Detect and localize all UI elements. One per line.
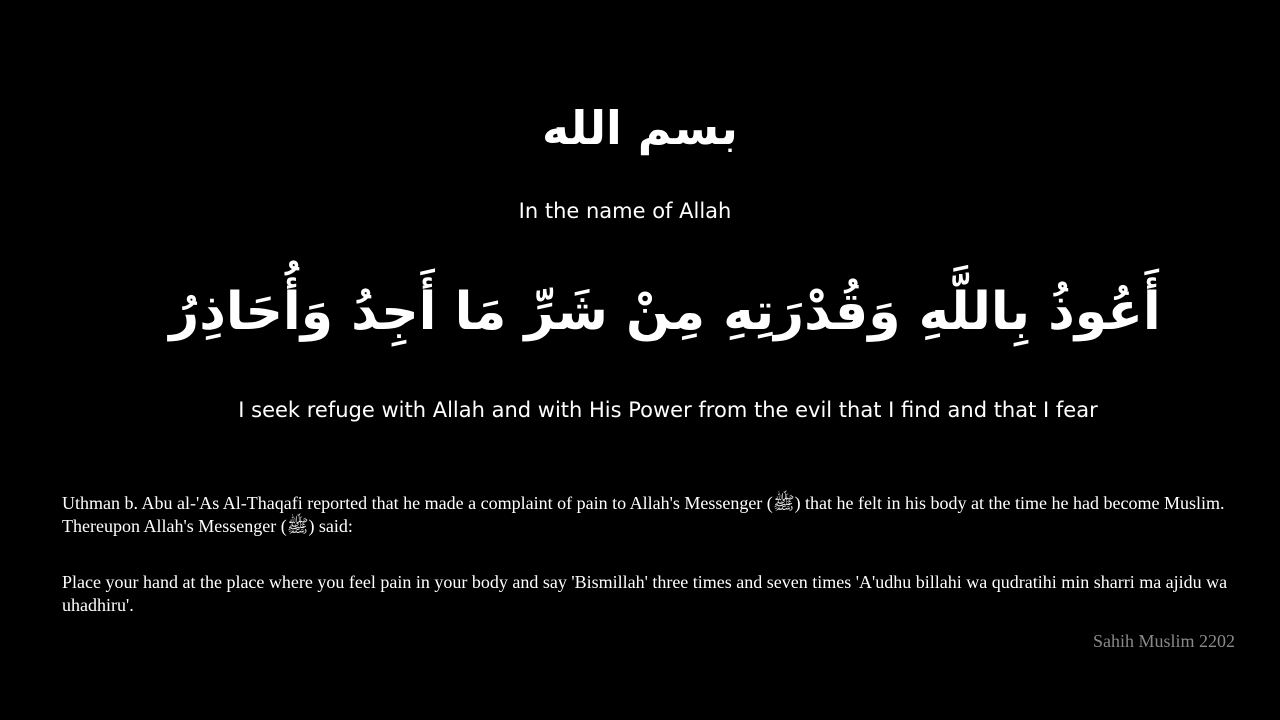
hadith-report-text: Uthman b. Abu al-'As Al-Thaqafi reported that he made a complaint of pain to Allah's Messenger (ﷺ) that he felt in his body at the time he had become Muslim. Thereupon Allah's Messenger (ﷺ) said: xyxy=(62,493,1225,536)
basmala-arabic: بسم الله xyxy=(542,101,738,155)
dua-arabic: أَعُوذُ بِاللَّهِ وَقُدْرَتِهِ مِنْ شَرِّ مَا أَجِدُ وَأُحَاذِرُ xyxy=(169,282,1161,342)
hadith-instruction-text: Place your hand at the place where you feel pain in your body and say 'Bismillah' three times and seven times 'A'udhu billahi wa qudratihi min sharri ma ajidu wa uhadhiru'. xyxy=(62,572,1228,615)
hadith-source-reference: Sahih Muslim 2202 xyxy=(1092,631,1235,651)
basmala-translation: In the name of Allah xyxy=(518,199,732,223)
dua-translation: I seek refuge with Allah and with His Power from the evil that I find and that I fear xyxy=(238,398,1098,422)
